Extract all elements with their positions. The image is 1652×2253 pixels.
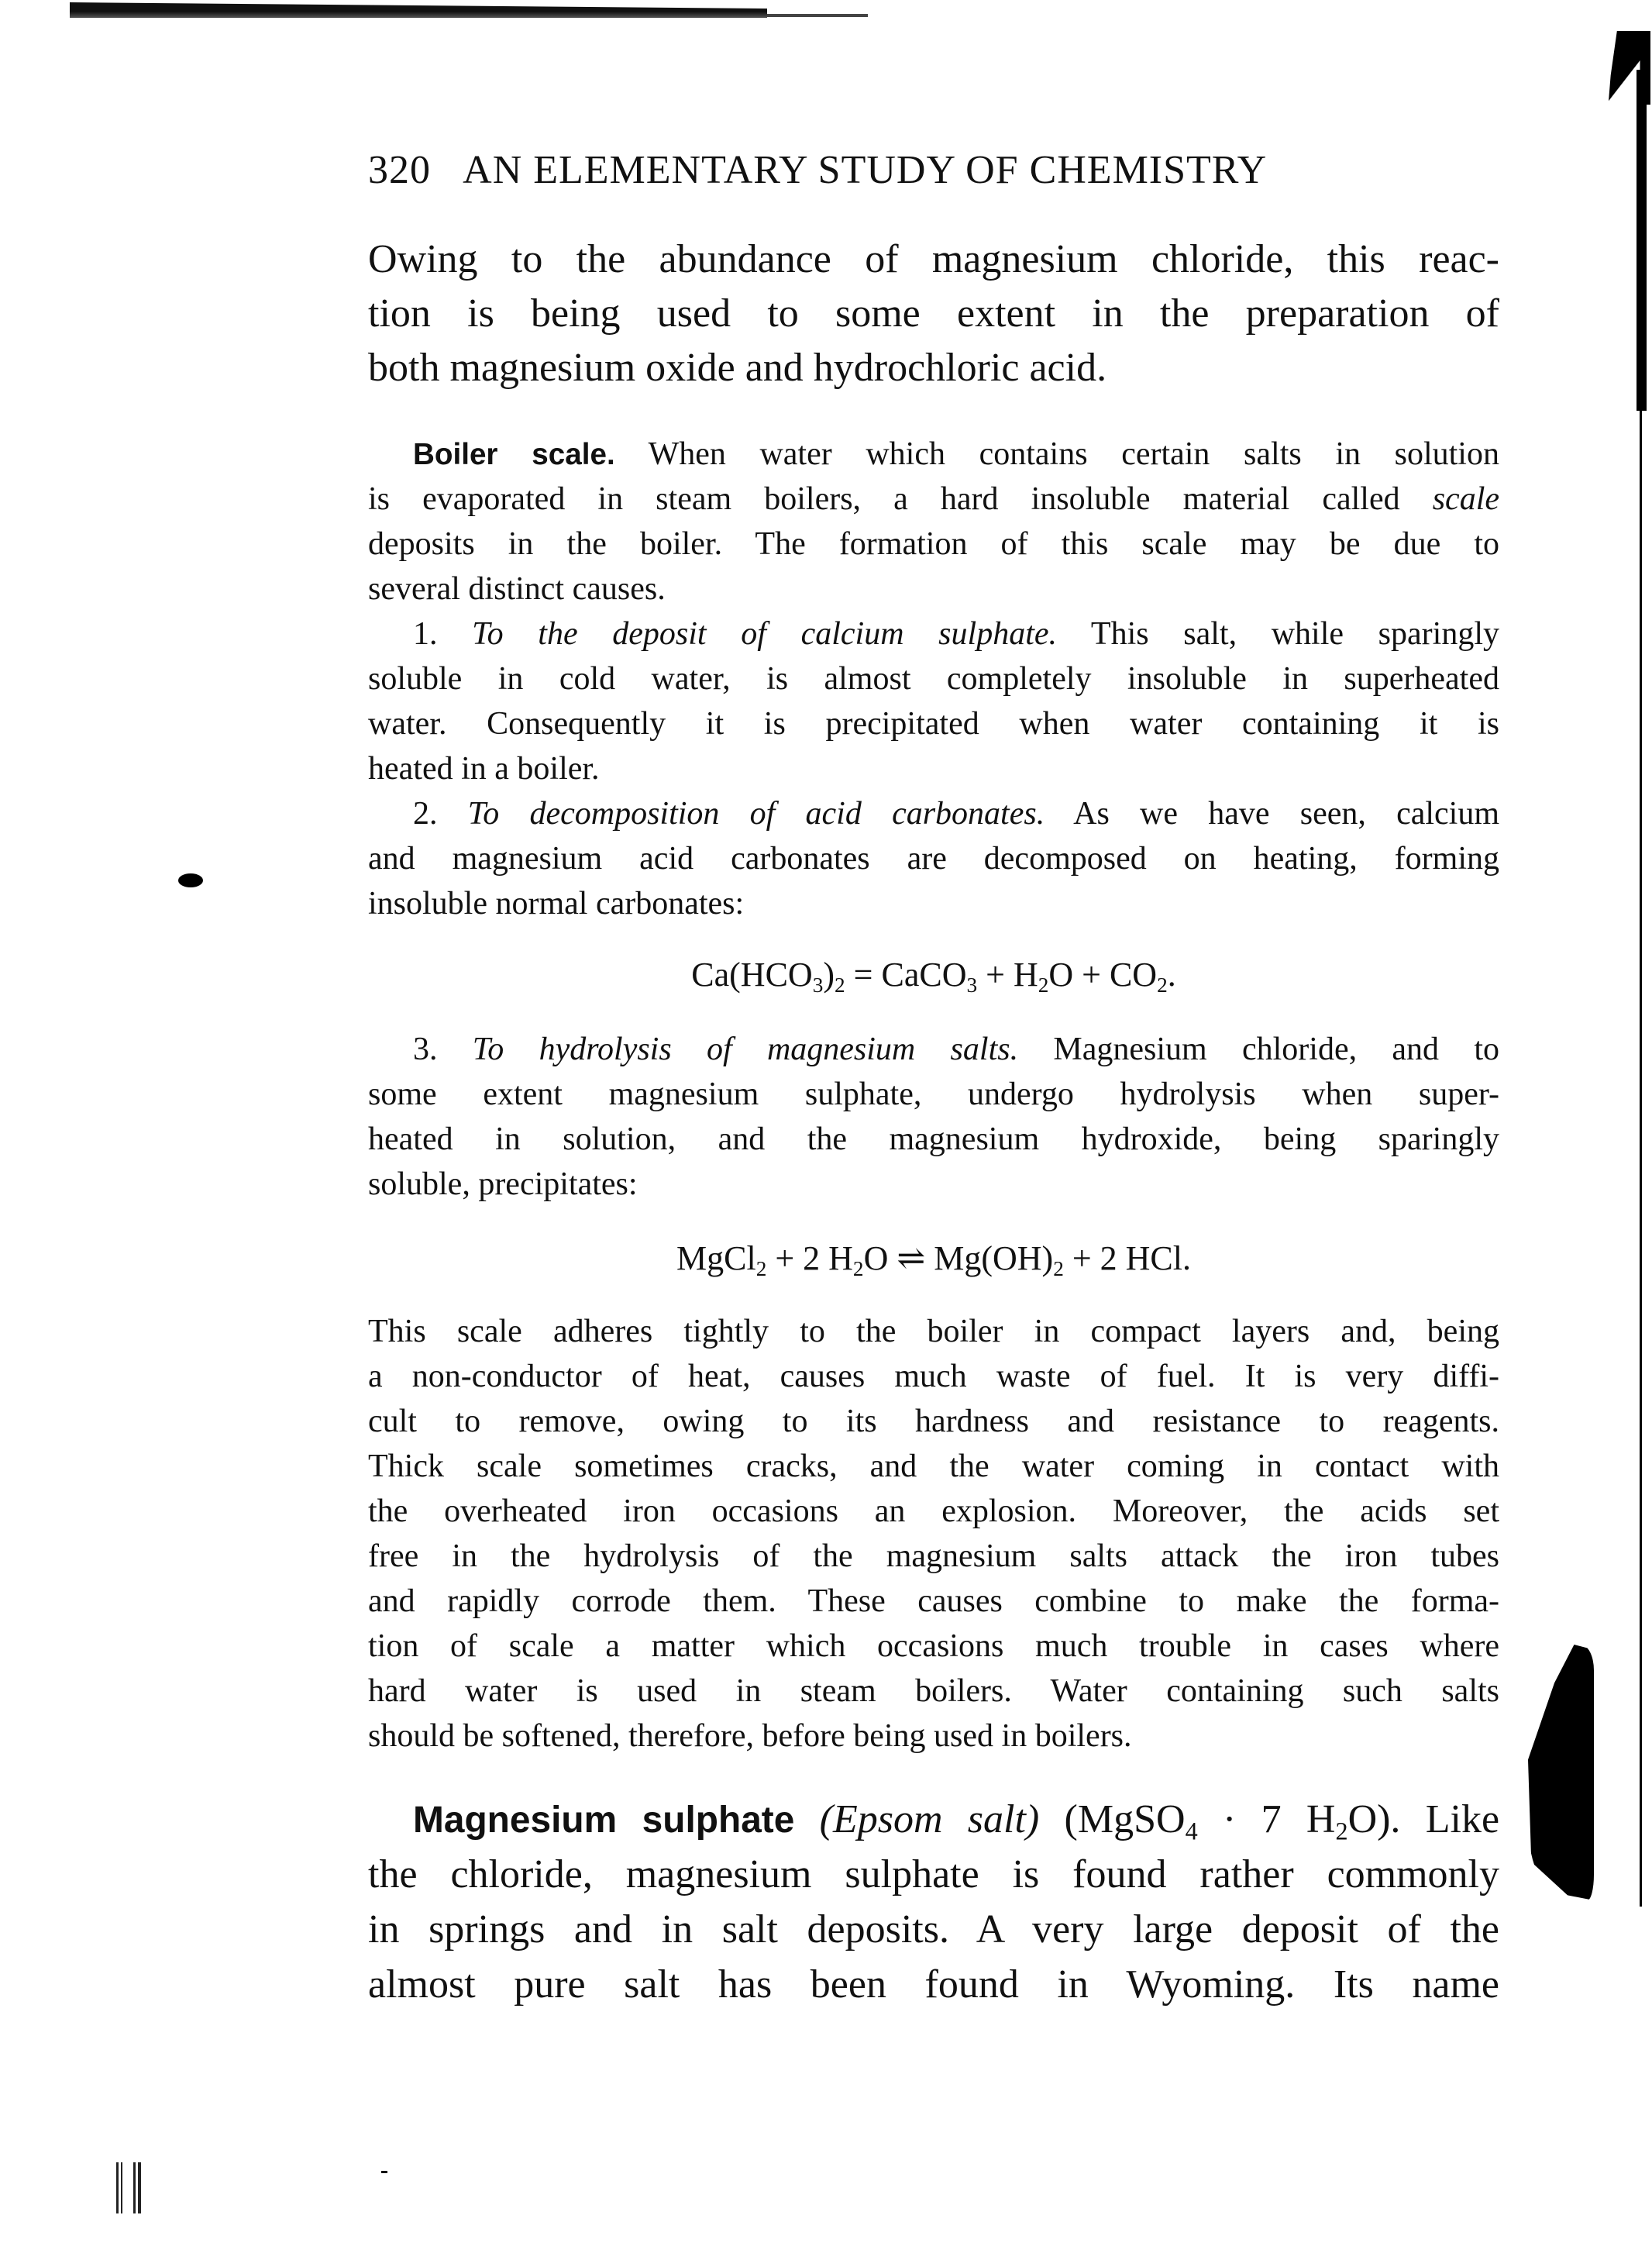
running-title: AN ELEMENTARY STUDY OF CHEMISTRY <box>463 148 1268 192</box>
eq-subscript: 3 <box>966 973 978 997</box>
cause-3-line-4: soluble, precipitates: <box>368 1166 638 1202</box>
boiler-scale-line-2 <box>368 481 1499 518</box>
cause-2-line-3: insoluble normal carbonates: <box>368 886 745 922</box>
eq-subscript: 2 <box>835 973 845 997</box>
eq-part: ) <box>823 956 835 994</box>
running-header <box>368 147 1267 193</box>
equation-magnesium-chloride-hydrolysis <box>368 1238 1499 1281</box>
eq-subscript: 2 <box>852 1257 864 1281</box>
intro-line-2: tion is being used to some extent in the preparation of <box>368 291 1499 336</box>
conclusion-line-3: cult to remove, owing to its hardness and resistance to reagents. <box>368 1404 1499 1439</box>
equation-calcium-bicarbonate <box>368 955 1499 997</box>
eq-part: . <box>1167 956 1176 994</box>
formula-part: · 7 H <box>1197 1797 1336 1841</box>
eq-part: MgCl <box>676 1239 756 1277</box>
scan-edge-shadow-top <box>70 2 767 18</box>
cause-3-line-1 <box>368 1031 1499 1068</box>
eq-part: + H <box>977 956 1038 994</box>
conclusion-line-5: the overheated iron occasions an explosion. Moreover, the acids set <box>368 1493 1499 1529</box>
cause-2-line-1 <box>368 795 1499 832</box>
conclusion-line-7: and rapidly corrode them. These causes combine to make the forma- <box>368 1583 1499 1619</box>
epsom-salt-name: (Epsom salt) <box>819 1797 1040 1841</box>
cause-3-line-2: some extent magnesium sulphate, undergo hydrolysis when super- <box>368 1077 1499 1112</box>
page-number: 320 <box>368 148 431 192</box>
eq-subscript: 2 <box>1157 973 1168 997</box>
boiler-scale-line-1 <box>368 436 1499 473</box>
magnesium-sulphate-line-1 <box>368 1797 1500 1845</box>
magnesium-sulphate-text: Like <box>1425 1797 1500 1841</box>
magnesium-sulphate-line-4: almost pure salt has been found in Wyoming. Its name <box>368 1962 1499 2007</box>
magnesium-sulphate-line-3: in springs and in salt deposits. A very large deposit of the <box>368 1907 1499 1952</box>
cause-3-title: To hydrolysis of magnesium salts. <box>472 1032 1019 1067</box>
conclusion-line-4: Thick scale sometimes cracks, and the water coming in contact with <box>368 1449 1499 1484</box>
term-scale: scale <box>1432 481 1499 517</box>
eq-part: + 2 HCl. <box>1063 1239 1192 1277</box>
boiler-scale-line-4: several distinct causes. <box>368 571 666 607</box>
formula-subscript: 2 <box>1335 1817 1348 1845</box>
scan-ink-blot-right <box>1528 1645 1594 1900</box>
magnesium-sulphate-heading: Magnesium sulphate <box>413 1800 795 1841</box>
formula-part: O). <box>1347 1797 1401 1841</box>
cause-1-line-1 <box>368 615 1499 653</box>
cause-3-text: Magnesium chloride, and to <box>1053 1032 1499 1067</box>
scan-edge-right-thick <box>1637 70 1647 411</box>
cause-1-line-3: water. Consequently it is precipitated when water containing it is <box>368 706 1499 742</box>
eq-subscript: 2 <box>1038 973 1049 997</box>
eq-part: O <box>863 1239 897 1277</box>
conclusion-line-10: should be softened, therefore, before being used in boilers. <box>368 1718 1132 1754</box>
conclusion-line-2: a non-conductor of heat, causes much waste of fuel. It is very diffi- <box>368 1359 1499 1394</box>
cause-3-number: 3. <box>413 1032 438 1067</box>
scan-edge-shadow-top-tail <box>767 14 868 17</box>
conclusion-line-1: This scale adheres tightly to the boiler in compact layers and, being <box>368 1314 1499 1349</box>
eq-part: O + CO <box>1048 956 1158 994</box>
eq-part: Mg(OH) <box>925 1239 1054 1277</box>
conclusion-line-8: tion of scale a matter which occasions much trouble in cases where <box>368 1628 1499 1664</box>
formula-subscript: 4 <box>1185 1817 1198 1845</box>
cause-1-title: To the deposit of calcium sulphate. <box>472 616 1058 652</box>
conclusion-line-9: hard water is used in steam boilers. Water containing such salts <box>368 1673 1499 1709</box>
eq-part: + 2 H <box>766 1239 853 1277</box>
eq-subscript: 2 <box>755 1257 767 1281</box>
intro-line-3: both magnesium oxide and hydrochloric acid. <box>368 346 1107 390</box>
equilibrium-arrows-icon: ⇌ <box>897 1239 926 1277</box>
eq-part: Ca(HCO <box>691 956 813 994</box>
cause-2-text: As we have seen, calcium <box>1073 796 1500 832</box>
scan-ink-spot-left <box>178 873 203 887</box>
cause-1-text: This salt, while sparingly <box>1090 616 1499 652</box>
cause-1-number: 1. <box>413 616 438 652</box>
cause-1-line-4: heated in a boiler. <box>368 751 600 787</box>
cause-2-line-2: and magnesium acid carbonates are decomposed on heating, forming <box>368 841 1499 877</box>
magnesium-sulphate-line-2: the chloride, magnesium sulphate is found rather commonly <box>368 1852 1499 1896</box>
intro-line-1: Owing to the abundance of magnesium chloride, this reac- <box>368 237 1499 281</box>
boiler-scale-text: is evaporated in steam boilers, a hard insoluble material called <box>368 481 1400 517</box>
cause-2-number: 2. <box>413 796 438 832</box>
scan-mark-dash <box>381 2171 387 2173</box>
cause-3-line-3: heated in solution, and the magnesium hydroxide, being sparingly <box>368 1121 1499 1157</box>
formula-part: (MgSO <box>1064 1797 1186 1841</box>
boiler-scale-heading: Boiler scale. <box>413 438 615 471</box>
eq-subscript: 2 <box>1053 1257 1064 1281</box>
eq-subscript: 3 <box>812 973 824 997</box>
boiler-scale-text: When water which contains certain salts in solution <box>648 436 1499 472</box>
boiler-scale-line-3: deposits in the boiler. The formation of this scale may be due to <box>368 526 1499 562</box>
conclusion-line-6: free in the hydrolysis of the magnesium salts attack the iron tubes <box>368 1538 1499 1574</box>
eq-part: = CaCO <box>845 956 967 994</box>
scan-marks-bottom-left <box>116 2162 147 2217</box>
cause-1-line-2: soluble in cold water, is almost completely insoluble in superheated <box>368 661 1499 697</box>
scan-edge-right-line <box>1640 411 1642 1907</box>
cause-2-title: To decomposition of acid carbonates. <box>467 796 1045 832</box>
